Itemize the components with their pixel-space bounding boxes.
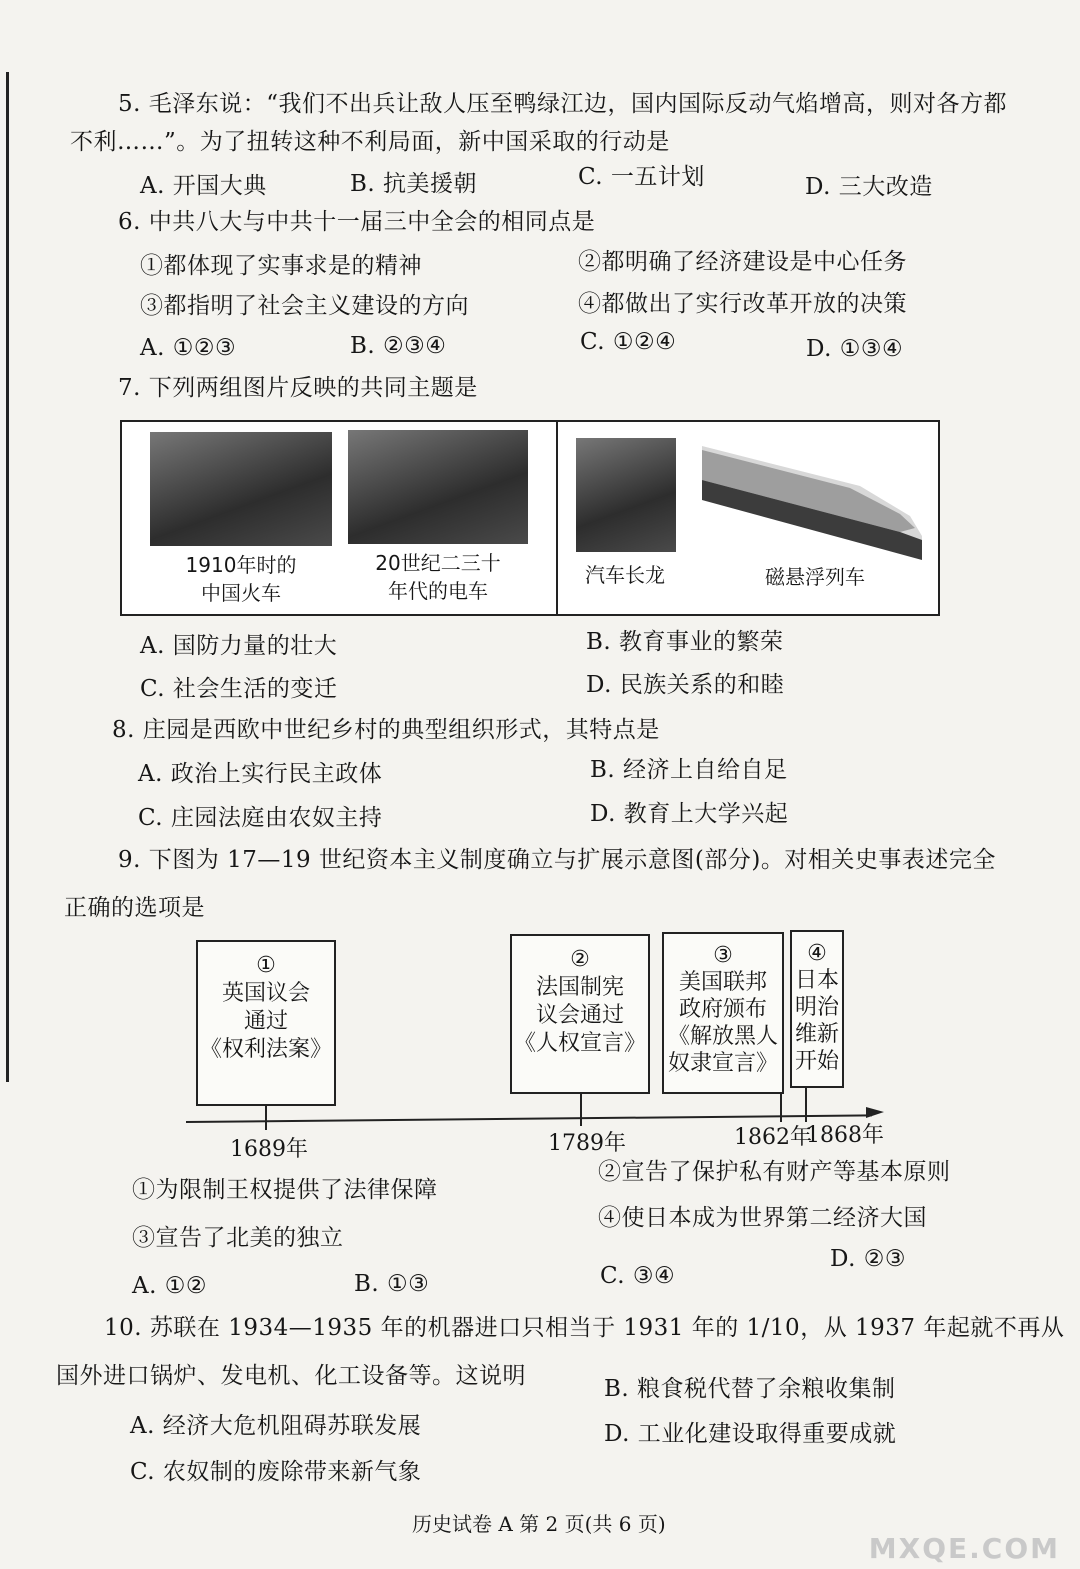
q5-option-b: B. 抗美援朝	[350, 171, 478, 197]
year-1689: 1689年	[230, 1137, 308, 1162]
box2-text-2: 议会通过	[535, 1003, 624, 1028]
q6-option-c: C. ①②④	[580, 329, 677, 355]
q9-stem-line1: 9. 下图为 17—19 世纪资本主义制度确立与扩展示意图(部分)。对相关史事表述完全	[118, 847, 996, 873]
q9-option-a: A. ①②	[132, 1273, 207, 1299]
q6-stem: 6. 中共八大与中共十一届三中全会的相同点是	[118, 209, 596, 235]
q10-option-d: D. 工业化建设取得重要成就	[604, 1421, 897, 1447]
q7-group-divider	[556, 420, 558, 614]
q8-option-b: B. 经济上自给自足	[590, 757, 788, 783]
q8-option-d: D. 教育上大学兴起	[590, 801, 789, 827]
q6-option-b: B. ②③④	[350, 333, 447, 359]
q5-stem-line1: 5. 毛泽东说：“我们不出兵让敌人压至鸭绿江边，国内国际反动气焰增高，则对各方都	[118, 91, 1008, 117]
q7-stem: 7. 下列两组图片反映的共同主题是	[118, 375, 478, 401]
box3-marker: ③	[713, 943, 733, 968]
tick-1862	[780, 1092, 782, 1122]
q7-option-c: C. 社会生活的变迁	[140, 676, 338, 702]
box1-text-2: 通过	[243, 1009, 288, 1034]
year-1789: 1789年	[548, 1131, 626, 1156]
q5-option-c: C. 一五计划	[578, 164, 705, 190]
q6-item-1: ①都体现了实事求是的精神	[140, 253, 422, 279]
q6-option-d: D. ①③④	[806, 336, 904, 362]
year-1868: 1868年	[806, 1123, 884, 1148]
q10-stem-line2: 国外进口锅炉、发电机、化工设备等。这说明	[56, 1363, 526, 1389]
q9-item-1: ①为限制王权提供了法律保障	[132, 1177, 438, 1203]
tick-1789	[580, 1092, 582, 1126]
box1-text-3: 《权利法案》	[199, 1037, 332, 1062]
q9-item-2: ②宣告了保护私有财产等基本原则	[598, 1159, 951, 1185]
timeline-box-2	[510, 934, 650, 1094]
q7-caption-4: 磁悬浮列车	[765, 565, 865, 589]
q9-option-c: C. ③④	[600, 1263, 676, 1289]
timeline-box-4	[790, 930, 844, 1088]
box4-text-2: 明治	[794, 995, 839, 1020]
box4-text-3: 维新	[794, 1022, 839, 1047]
box4-marker: ④	[807, 941, 827, 966]
q6-item-3: ③都指明了社会主义建设的方向	[140, 293, 469, 319]
q7-caption-2b: 年代的电车	[388, 579, 488, 603]
q8-option-c: C. 庄园法庭由农奴主持	[138, 805, 383, 831]
year-1862: 1862年	[734, 1125, 812, 1150]
box3-text-3: 《解放黑人	[667, 1024, 778, 1049]
q8-stem: 8. 庄园是西欧中世纪乡村的典型组织形式，其特点是	[112, 717, 660, 743]
q9-item-4: ④使日本成为世界第二经济大国	[598, 1205, 927, 1231]
q7-caption-1a: 1910年时的	[185, 553, 297, 577]
box2-marker: ②	[570, 947, 590, 972]
q7-option-b: B. 教育事业的繁荣	[586, 629, 784, 655]
q7-caption-3: 汽车长龙	[585, 563, 665, 587]
q7-option-d: D. 民族关系的和睦	[586, 672, 785, 698]
q9-option-b: B. ①③	[354, 1271, 430, 1297]
box1-text-1: 英国议会	[221, 981, 310, 1006]
box1-marker: ①	[256, 953, 276, 978]
page-footer: 历史试卷 A 第 2 页(共 6 页)	[412, 1512, 666, 1536]
q5-option-d: D. 三大改造	[805, 174, 933, 200]
q7-caption-2a: 20世纪二三十	[375, 551, 501, 575]
q10-stem-line1: 10. 苏联在 1934—1935 年的机器进口只相当于 1931 年的 1/10，从 1937 年起就不再从	[104, 1315, 1065, 1341]
q6-item-2: ②都明确了经济建设是中心任务	[578, 249, 907, 275]
q9-stem-line2: 正确的选项是	[64, 895, 205, 921]
q10-option-b: B. 粮食税代替了余粮收集制	[604, 1376, 896, 1402]
timeline-box-3	[662, 932, 784, 1094]
q7-option-a: A. 国防力量的壮大	[140, 633, 338, 659]
box2-text-1: 法国制宪	[535, 975, 624, 1000]
box2-text-3: 《人权宣言》	[513, 1031, 646, 1056]
q10-option-a: A. 经济大危机阻碍苏联发展	[130, 1413, 422, 1439]
train-1910-photo	[150, 432, 332, 546]
box3-text-2: 政府颁布	[678, 997, 767, 1022]
tick-1689	[265, 1104, 267, 1130]
traffic-jam-photo	[576, 438, 676, 552]
q5-option-a: A. 开国大典	[140, 173, 267, 199]
q9-option-d: D. ②③	[830, 1246, 906, 1272]
q7-caption-1b: 中国火车	[201, 581, 281, 605]
box3-text-4: 奴隶宣言》	[667, 1051, 778, 1076]
q6-option-a: A. ①②③	[140, 335, 237, 361]
q6-item-4: ④都做出了实行改革开放的决策	[578, 291, 907, 317]
watermark: MXQE.COM	[868, 1532, 1060, 1565]
box3-text-1: 美国联邦	[678, 970, 767, 995]
q9-item-3: ③宣告了北美的独立	[132, 1225, 344, 1251]
margin-line	[6, 72, 9, 1082]
q8-option-a: A. 政治上实行民主政体	[138, 761, 383, 787]
timeline-box-1	[196, 940, 336, 1106]
maglev-train-photo	[700, 436, 924, 560]
box4-text-4: 开始	[794, 1049, 839, 1074]
box4-text-1: 日本	[794, 968, 839, 993]
q5-stem-line2: 不利……”。为了扭转这种不利局面，新中国采取的行动是	[70, 129, 670, 155]
tram-1920s-photo	[348, 430, 528, 544]
q10-option-c: C. 农奴制的废除带来新气象	[130, 1459, 422, 1485]
